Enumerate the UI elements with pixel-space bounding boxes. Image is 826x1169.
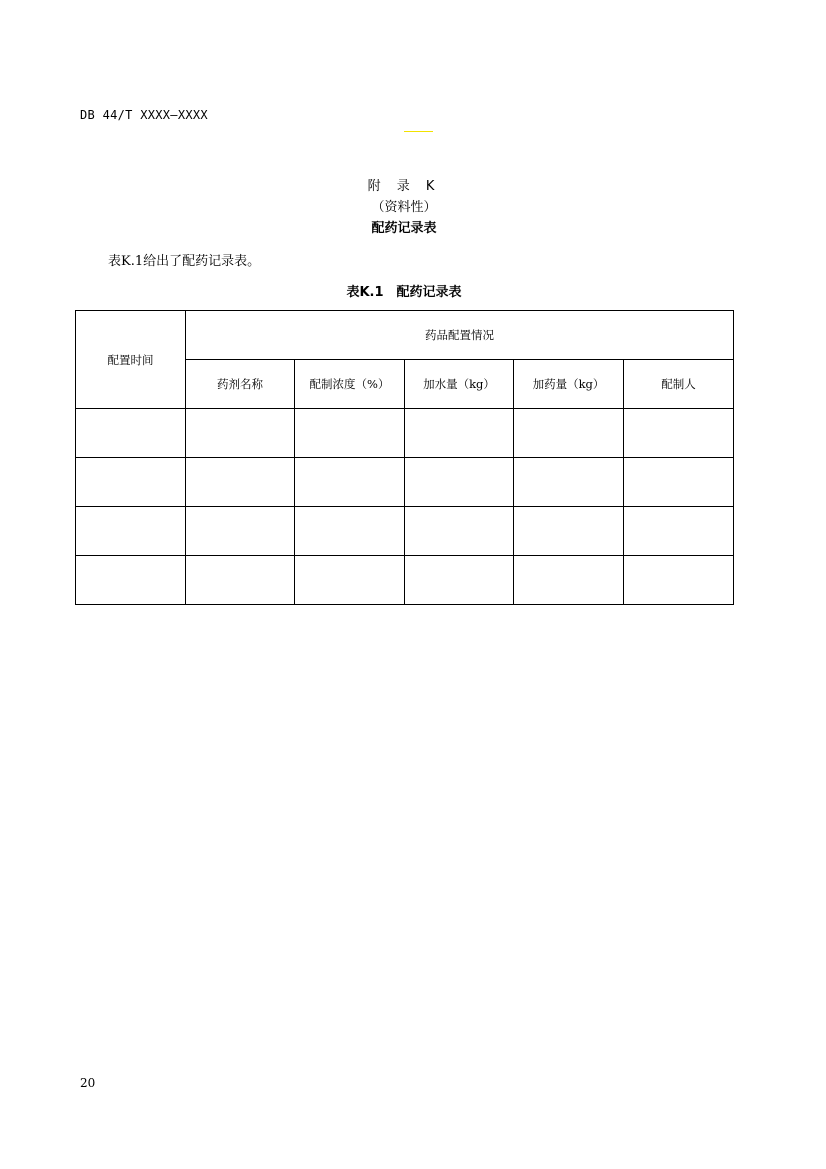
- table-cell: [186, 507, 295, 556]
- table-cell: [76, 409, 186, 458]
- appendix-name: 配药记录表: [371, 221, 437, 236]
- table-row: [76, 458, 734, 507]
- table-cell: [405, 409, 514, 458]
- table-row: [76, 507, 734, 556]
- table-cell: [76, 458, 186, 507]
- table-cell: [295, 556, 405, 605]
- table-cell: [514, 409, 624, 458]
- group-header-cell: 药品配置情况: [186, 311, 734, 360]
- intro-text: 表K.1给出了配药记录表。: [108, 254, 261, 269]
- record-table: [75, 310, 734, 605]
- table-cell: [514, 556, 624, 605]
- table-cell: [624, 458, 734, 507]
- column-header: 加药量（kg）: [514, 360, 624, 409]
- table-row: [76, 409, 734, 458]
- table-cell: [405, 458, 514, 507]
- table-cell: [186, 458, 295, 507]
- table-cell: [76, 556, 186, 605]
- table-cell: [514, 458, 624, 507]
- table-cell: [514, 507, 624, 556]
- table-cell: [405, 556, 514, 605]
- table-cell: [295, 409, 405, 458]
- column-header: 配制人: [624, 360, 734, 409]
- row-header-cell: 配置时间: [76, 311, 186, 409]
- column-header: 药剂名称: [186, 360, 295, 409]
- table-caption: 表K.1 配药记录表: [346, 285, 462, 300]
- column-header: 配制浓度（%）: [295, 360, 405, 409]
- table-cell: [624, 556, 734, 605]
- table-row: [76, 556, 734, 605]
- table-cell: [624, 507, 734, 556]
- page-number: 20: [80, 1076, 96, 1090]
- table-cell: [295, 458, 405, 507]
- highlight-mark: [404, 131, 433, 132]
- table-cell: [405, 507, 514, 556]
- column-header: 加水量（kg）: [405, 360, 514, 409]
- appendix-title: 附 录 K: [367, 179, 441, 194]
- table-header-row: [76, 311, 734, 360]
- table-cell: [295, 507, 405, 556]
- appendix-type: （资料性）: [371, 200, 437, 215]
- table-cell: [186, 409, 295, 458]
- table-cell: [76, 507, 186, 556]
- table-cell: [624, 409, 734, 458]
- document-code: DB 44/T XXXX—XXXX: [80, 108, 208, 122]
- table-cell: [186, 556, 295, 605]
